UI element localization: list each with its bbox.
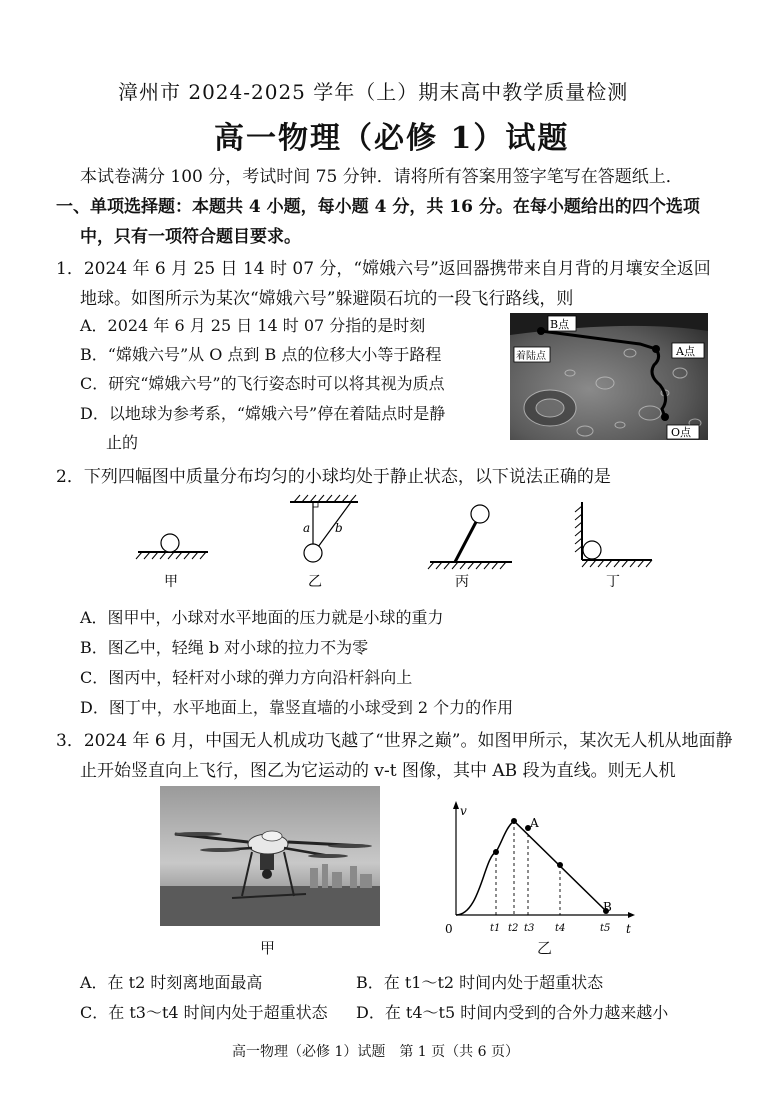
q2-figures xyxy=(130,492,670,592)
fig-label-drone: 甲 xyxy=(260,939,276,957)
ball-ding xyxy=(583,541,601,559)
exam-title: 漳州市 2024-2025 学年（上）期末高中教学质量检测 xyxy=(118,80,629,104)
fig-label-landing: 着陆点 xyxy=(516,351,546,362)
q1-option-a: A．2024 年 6 月 25 日 14 时 07 分指的是时刻 xyxy=(80,316,426,335)
q2-option-a: A．图甲中，小球对水平地面的压力就是小球的重力 xyxy=(80,608,444,627)
q1-option-d-line1: D．以地球为参考系，“嫦娥六号”停在着陆点时是静 xyxy=(80,404,446,423)
q1-option-d-line2: 止的 xyxy=(106,433,139,452)
label-point-a: A xyxy=(530,816,539,830)
fig-label-a: A点 xyxy=(676,345,695,358)
fig-label-bing: 丙 xyxy=(455,574,469,590)
page-footer: 高一物理（必修 1）试题 第 1 页（共 6 页） xyxy=(232,1044,519,1060)
q1-option-b: B．“嫦娥六号”从 O 点到 B 点的位移大小等于路程 xyxy=(80,345,442,364)
paper-title: 高一物理（必修 1）试题 xyxy=(214,121,570,156)
tick-t4: t4 xyxy=(555,923,566,934)
q2-stem: 2．下列四幅图中质量分布均匀的小球均处于静止状态，以下说法正确的是 xyxy=(56,467,611,487)
point-t2 xyxy=(511,818,517,824)
section-heading-line2: 中，只有一项符合题目要求。 xyxy=(80,227,301,247)
instructions: 本试卷满分 100 分，考试时间 75 分钟．请将所有答案用签字笔写在答题纸上． xyxy=(80,167,683,187)
q1-option-c: C．研究“嫦娥六号”的飞行姿态时可以将其视为质点 xyxy=(80,374,445,393)
q3-option-b: B．在 t1～t2 时间内处于超重状态 xyxy=(356,973,604,992)
fig-label-ding: 丁 xyxy=(606,574,620,590)
section-heading-line1: 一、单项选择题：本题共 4 小题，每小题 4 分，共 16 分。在每小题给出的四个选项 xyxy=(56,197,700,217)
q3-stem-line2: 止开始竖直向上飞行，图乙为它运动的 v-t 图像，其中 AB 段为直线。则无人机 xyxy=(80,761,676,781)
q2-option-b: B．图乙中，轻绳 b 对小球的拉力不为零 xyxy=(80,638,369,657)
label-point-b: B xyxy=(603,900,612,914)
tick-t5: t5 xyxy=(600,923,611,934)
rope-b-label: b xyxy=(335,521,343,535)
vt-graph xyxy=(440,797,640,957)
q3-option-a: A．在 t2 时刻离地面最高 xyxy=(80,973,263,992)
fig-label-graph: 乙 xyxy=(537,939,553,957)
q1-stem-line1: 1．2024 年 6 月 25 日 14 时 07 分，“嫦娥六号”返回器携带来自月背的月壤安全返回 xyxy=(56,259,711,279)
rope-a-label: a xyxy=(303,521,311,535)
fig-label-o: O点 xyxy=(671,426,692,439)
drone-photo xyxy=(160,786,380,926)
ball-yi xyxy=(304,544,322,562)
q1-stem-line2: 地球。如图所示为某次“嫦娥六号”躲避陨石坑的一段飞行路线，则 xyxy=(80,289,574,309)
axis-label-v: v xyxy=(460,804,467,818)
moon-surface-figure xyxy=(510,313,708,440)
fig-label-yi: 乙 xyxy=(308,574,322,590)
point-t4 xyxy=(557,862,563,868)
q3-option-d: D．在 t4～t5 时间内受到的合外力越来越小 xyxy=(356,1003,669,1022)
origin-label: 0 xyxy=(445,922,453,936)
tick-t2: t2 xyxy=(508,923,519,934)
fig-label-b: B点 xyxy=(550,318,570,331)
ball-bing xyxy=(471,505,489,523)
q2-option-d: D．图丁中，水平地面上，靠竖直墙的小球受到 2 个力的作用 xyxy=(80,698,514,717)
ball-jia xyxy=(161,534,179,552)
q2-option-c: C．图丙中，轻杆对小球的弹力方向沿杆斜向上 xyxy=(80,668,413,687)
fig-label-jia: 甲 xyxy=(164,574,178,590)
tick-t1: t1 xyxy=(490,923,501,934)
q3-stem-line1: 3．2024 年 6 月，中国无人机成功飞越了“世界之巅”。如图甲所示，某次无人机从地面静 xyxy=(56,731,733,751)
q3-option-c: C．在 t3～t4 时间内处于超重状态 xyxy=(80,1003,328,1022)
axis-label-t: t xyxy=(626,922,631,936)
point-t1 xyxy=(493,849,499,855)
vt-curve xyxy=(456,821,606,915)
tick-t3: t3 xyxy=(524,923,535,934)
